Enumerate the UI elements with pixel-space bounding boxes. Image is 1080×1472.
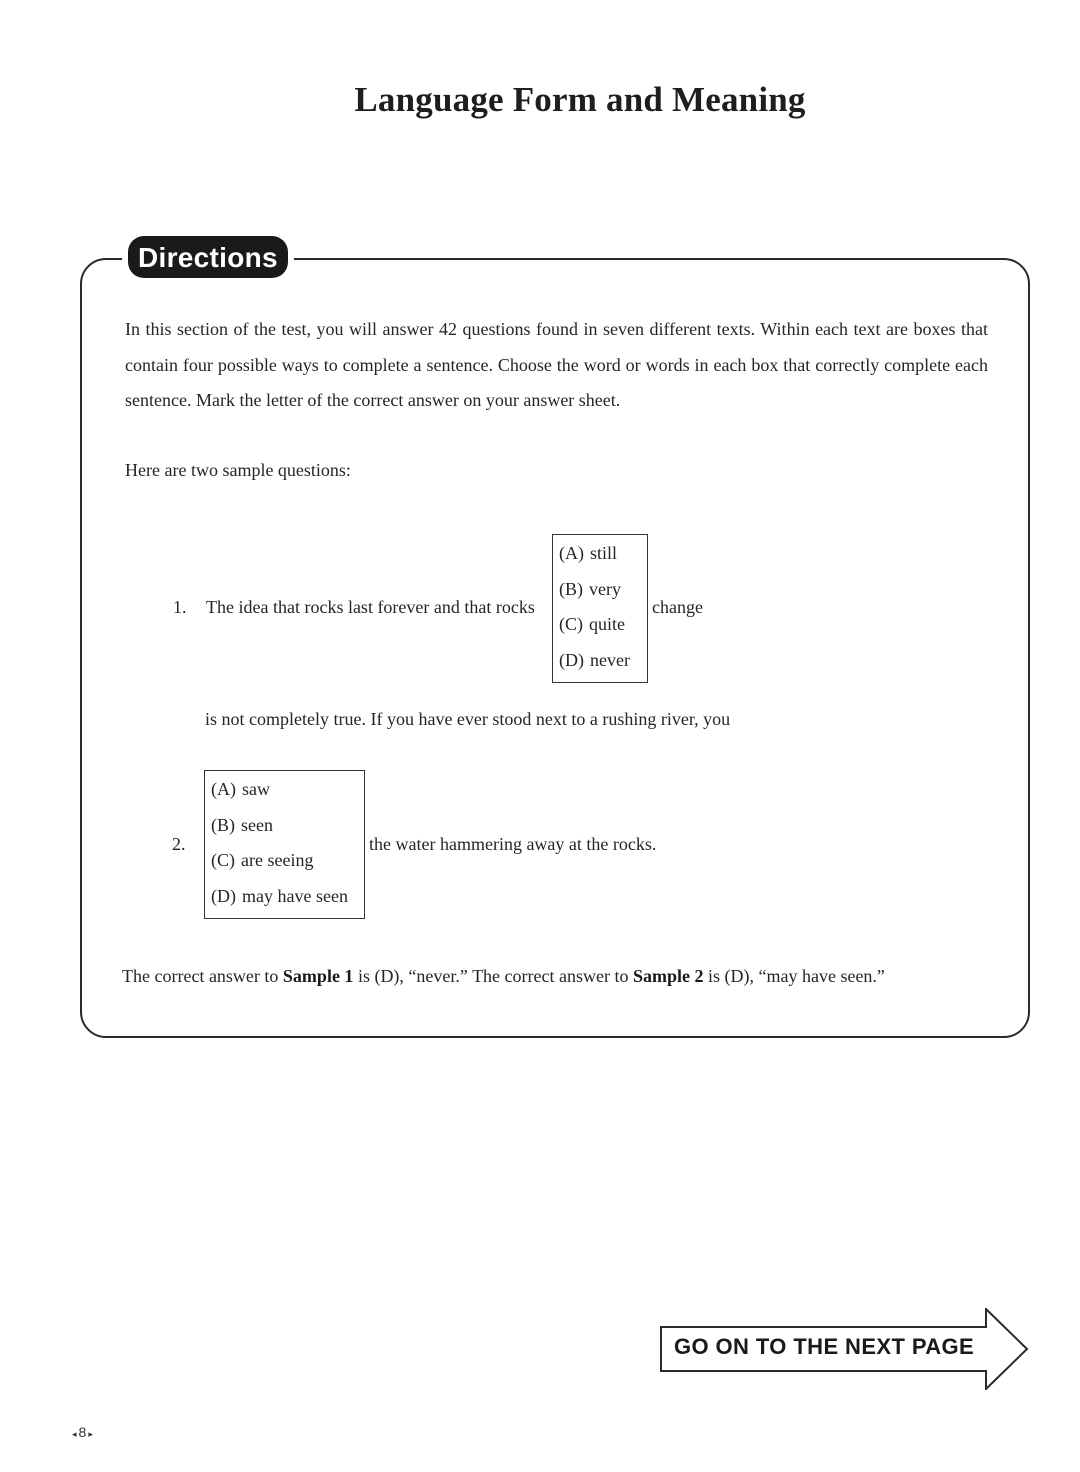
option-text: quite [589, 614, 625, 634]
option-letter: (A) [559, 543, 584, 563]
option-letter: (B) [559, 579, 583, 599]
sample2-option-d [211, 886, 348, 907]
page-title: Language Form and Meaning [354, 80, 806, 119]
option-letter: (D) [211, 886, 236, 906]
option-text: may have seen [242, 886, 348, 906]
sample1-option-b [559, 579, 621, 600]
next-page-label: GO ON TO THE NEXT PAGE [674, 1334, 975, 1359]
page-number-value: 8 [78, 1424, 87, 1440]
sample2-number: 2. [172, 834, 186, 854]
directions-tab: Directions [128, 236, 288, 278]
sample1-label: Sample 1 [282, 966, 354, 986]
option-text: never [590, 650, 630, 670]
sample2-option-a [211, 779, 270, 800]
answer-text-3: is (D), “may have seen.” [703, 966, 885, 986]
sample2-options-box [204, 770, 365, 919]
option-text: still [590, 543, 618, 563]
page-number-right-glyph: ▸ [88, 1429, 93, 1439]
option-letter: (D) [559, 650, 584, 670]
sample2-option-b [211, 815, 273, 836]
answer-text-1: The correct answer to [122, 966, 283, 986]
option-letter: (C) [559, 614, 583, 634]
option-text: saw [242, 779, 270, 799]
option-text: very [589, 579, 621, 599]
option-text: are seeing [241, 850, 314, 870]
option-letter: (C) [211, 850, 235, 870]
sample1-number: 1. [173, 597, 187, 617]
option-letter: (B) [211, 815, 235, 835]
sample1-text-after: change [652, 597, 703, 617]
samples-intro: Here are two sample questions: [125, 460, 351, 480]
answer-text-2: is (D), “never.” The correct answer to [353, 966, 633, 986]
sample2-option-c [211, 850, 313, 871]
sample2-label: Sample 2 [632, 966, 704, 986]
option-text: seen [241, 815, 273, 835]
page-number-left-glyph: ◂ [72, 1429, 77, 1439]
sample1-text-before: The idea that rocks last forever and that rocks [206, 597, 535, 617]
page-number [72, 1424, 93, 1440]
sample1-option-a [559, 543, 617, 564]
option-letter: (A) [211, 779, 236, 799]
sample1-continuation: is not completely true. If you have ever stood next to a rushing river, you [205, 709, 731, 729]
answer-explanation [122, 966, 885, 987]
sample1-option-d [559, 650, 630, 671]
sample1-options-box [552, 534, 648, 683]
next-page-arrow [660, 1308, 1030, 1390]
directions-paragraph: In this section of the test, you will answer 42 questions found in seven different texts. Within each text are boxes that contain four possible ways to complete a sentence. Choose the word or words in each box that correctly complete each sentence. Mark the letter of the correct answer on your answer sheet. [125, 319, 988, 410]
sample2-text-after: the water hammering away at the rocks. [369, 834, 657, 854]
sample1-option-c [559, 614, 625, 635]
